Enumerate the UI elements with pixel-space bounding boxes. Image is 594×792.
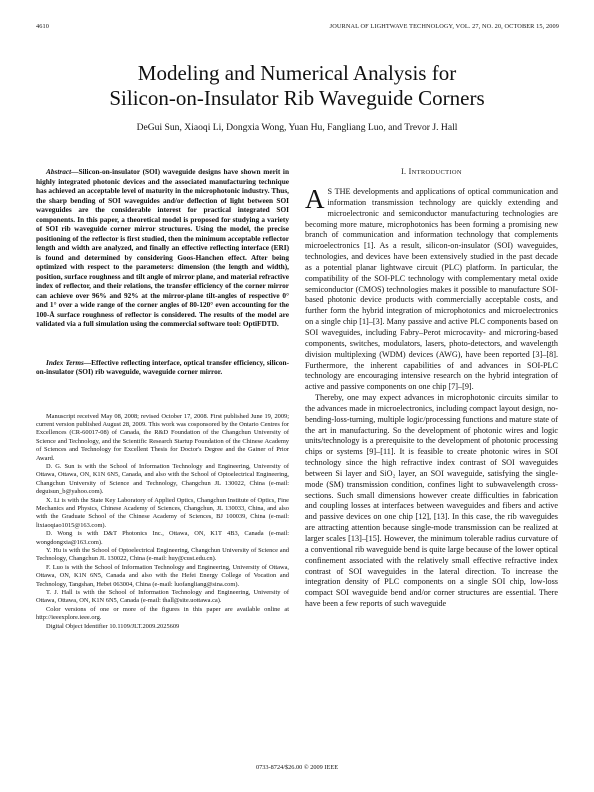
paper-title [0,61,594,111]
introduction-body [305,184,558,610]
footnote-manuscript: Manuscript received May 08, 2008; revised October 17, 2008. First published June 19, 2009; current version published August 28, 2009. This work was cosponsored by the Ontario Centres for Excellences (CR-60017-08) of Canada, the R&D Foundation of the Changchun University of Science and Technology, and the Scientific Research Startup Foundation of the Chinese Academy of Sciences and Technology for Excellent Thesis for Doctor's Degree and the Gainer of Prior Award. [36,412,289,462]
abstract [36,167,289,329]
author-list: DeGui Sun, Xiaoqi Li, Dongxia Wong, Yuan Hu, Fangliang Luo, and Trevor J. Hall [136,122,458,133]
copyright-footer: 0733-8724/$26.00 © 2009 IEEE [255,764,339,771]
title-line-2: Silicon-on-Insulator Rib Waveguide Corners [109,86,485,110]
abstract-label: Abstract [46,167,72,176]
section-heading-introduction [305,167,558,176]
section-title-rest: NTRODUCTION [411,169,462,176]
footnote-author-li: X. Li is with the State Key Laboratory of Applied Optics, Changchun Institute of Optics, Fine Mechanics and Physics, Chinese Academy of Sciences, Changchun, JL 130033, China, and also with the Graduate School of the Chinese Academy of Sciences, BJ 100039, China (e-mail: lixiaoqiao1015@163.com). [36,496,289,529]
abstract-text: —Silicon-on-insulator (SOI) waveguide designs have shown merit in highly integrated photonic devices and the associated manufacturing technique has achieved an acceptable level of maturity in the microphotonic industry. Thus, the sharp bending of SOI waveguides and/or deflection of light between SOI waveguides are the considerable interest for practical integrated SOI components. In this paper, a theoretical model is proposed for studying a variety of SOI rib waveguide corner mirror structures. Using the model, the precise positioning of the reflector is first studied, then the minimum acceptable reflector length and width are analyzed, and finally an effective reflecting interface (ERI) is found and determined by considering Goos-Hanchen effect. After being optimized with respect to the parameters: dimension (the length and width), position, surface roughness and tilt angle of mirror plane, and material refractive index of reflector, and their relations, the transfer efficiency of the corner mirror can achieve over 96% and 92% at the mirror-plane tilt-angles of respective 0° and 1° over a wide range of the corner angles of 80-120° even accounting for the 100-Å surface roughness of reflector is considered. The results of the model are validated via a full simulation using the commercial software tool: OptiFDTD. [36,167,289,328]
title-line-1: Modeling and Numerical Analysis for [137,61,457,85]
intro-paragraph-1-text: S THE developments and applications of optical communication and information transmission technology are quickly extending and microelectronic and semiconductor manufacturing technologies are becoming more mature, microphotonics has been forming a promising new branch of communication and information technology that complements microelectronics [1]. As a result, silicon-on-insulator (SOI) waveguides, technologies, and devices have been extensively studied in the past decade as a potential planar lightwave circuit (PLC) platform. In particular, the compatibility of the SOI-PLC technology with complementary metal oxide semiconductor (CMOS) technologies makes it possible to manufacture SOI-based photonic device products with commercially acceptable costs, and further form the hybrid integration of microphotonics and microelectronics on a single chip [1]–[3]. Many passive and active PLC components based on SOI waveguides, including Fabry–Perot microcavity- and microring-based components, switches, modulators, lasers, photo-detectors, and wavelength division multiplexing (WDM) devices (AWG), have been reported [3]–[8]. Furthermore, the inherent capabilities of and advances in SOI-PLC technology are encouraging intensive research on the hybrid integration of active and passive components on one chip [7]–[9]. [305,187,558,392]
index-terms-text: —Effective reflecting interface, optical transfer efficiency, silicon-on-insulator (SOI) rib waveguide, waveguide corner mirror. [36,357,289,376]
intro-paragraph-2: Thereby, one may expect advances in microphotonic circuits similar to the advances made in microelectronics, including compact layout design, no-bending-loss-turning, multiple logic/processing functions and mature state of the art in manufacturing. So the development of photonic wires and logic units/technology is a prerequisite to the development of photonic processing chips or systems [9]–[11]. It is feasible to create photonic wires in SOI technology since the high refractive index contrast of SOI waveguides between Si layer and SiO₂ layer, an SOI waveguide, satisfying the single-mode (SM) transmission condition, confines light to subwavelength cross-sections. Such small dimensions however create difficulties in fabrication and coupling losses at interfaces between waveguides and fibers and active and passive devices on one chip [12], [13]. In this case, the rib waveguides are attracting attention because single-mode transmission can be realized at larger scales [13]–[15]. However, the minimum tolerable radius curvature of a conventional rib waveguide bend is quite large because of the lower optical confinement associated with the relatively small effective refractive index contrast of SOI waveguides in the lateral direction. To increase the integration density of PLC components on a single SOI chip, low-loss compact SOI waveguide bend and/or corner structures are essential. There have been a few reports of such waveguide [305,393,558,609]
running-header [36,23,559,33]
footnote-author-luo: F. Luo is with the School of Information Technology and Engineering, University of Ottawa, Ottawa, ON, K1N 6N5, Canada and also with the Hefei Energy College of Vocation and Technology, Tangshan, Hebei 063004, China (e-mail: luofangliang@sina.com). [36,563,289,588]
right-column [305,167,558,610]
footnote-author-hu: Y. Hu is with the School of Optoelectrical Engineering, Changchun University of Science and Technology, Changchun JL 130022, China (e-mail: huy@cust.edu.cn). [36,547,289,563]
footnote-author-sun: D. G. Sun is with the School of Information Technology and Engineering, University of Ottawa, Ottawa, ON, K1N 6N5, Canada, and also with the School of Optoelectrical Engineering, Changchun University of Science and Technology, Changchun JL 130022, China (e-mail: deguisun_b@yahoo.com). [36,462,289,496]
index-terms-label: Index Terms [46,357,84,367]
index-terms [36,358,289,377]
footnote-author-wong: D. Wong is with D&T Photonics Inc., Ottawa, ON, K1T 4B3, Canada (e-mail: wongdongxia@163.com). [36,530,289,546]
page-number: 4610 [36,23,49,30]
journal-citation: JOURNAL OF LIGHTWAVE TECHNOLOGY, VOL. 27, NO. 20, OCTOBER 15, 2009 [329,23,559,30]
section-title-initial: I [408,167,412,176]
footnotes [36,413,289,632]
left-column [36,167,289,631]
drop-cap: A [305,184,325,214]
section-title [409,167,462,176]
footnote-doi: Digital Object Identifier 10.1109/JLT.2009.2025609 [46,622,180,630]
section-number: I. [401,167,407,176]
intro-paragraph-1 [305,184,558,393]
footnote-author-hall: T. J. Hall is with the School of Information Technology and Engineering, University of Ottawa, Ottawa, ON, K1N 6N5, Canada (e-mail: thall@site.uottawa.ca). [36,589,289,605]
footnote-color-versions: Color versions of one or more of the figures in this paper are available online at http://ieeexplore.ieee.org. [36,605,289,622]
